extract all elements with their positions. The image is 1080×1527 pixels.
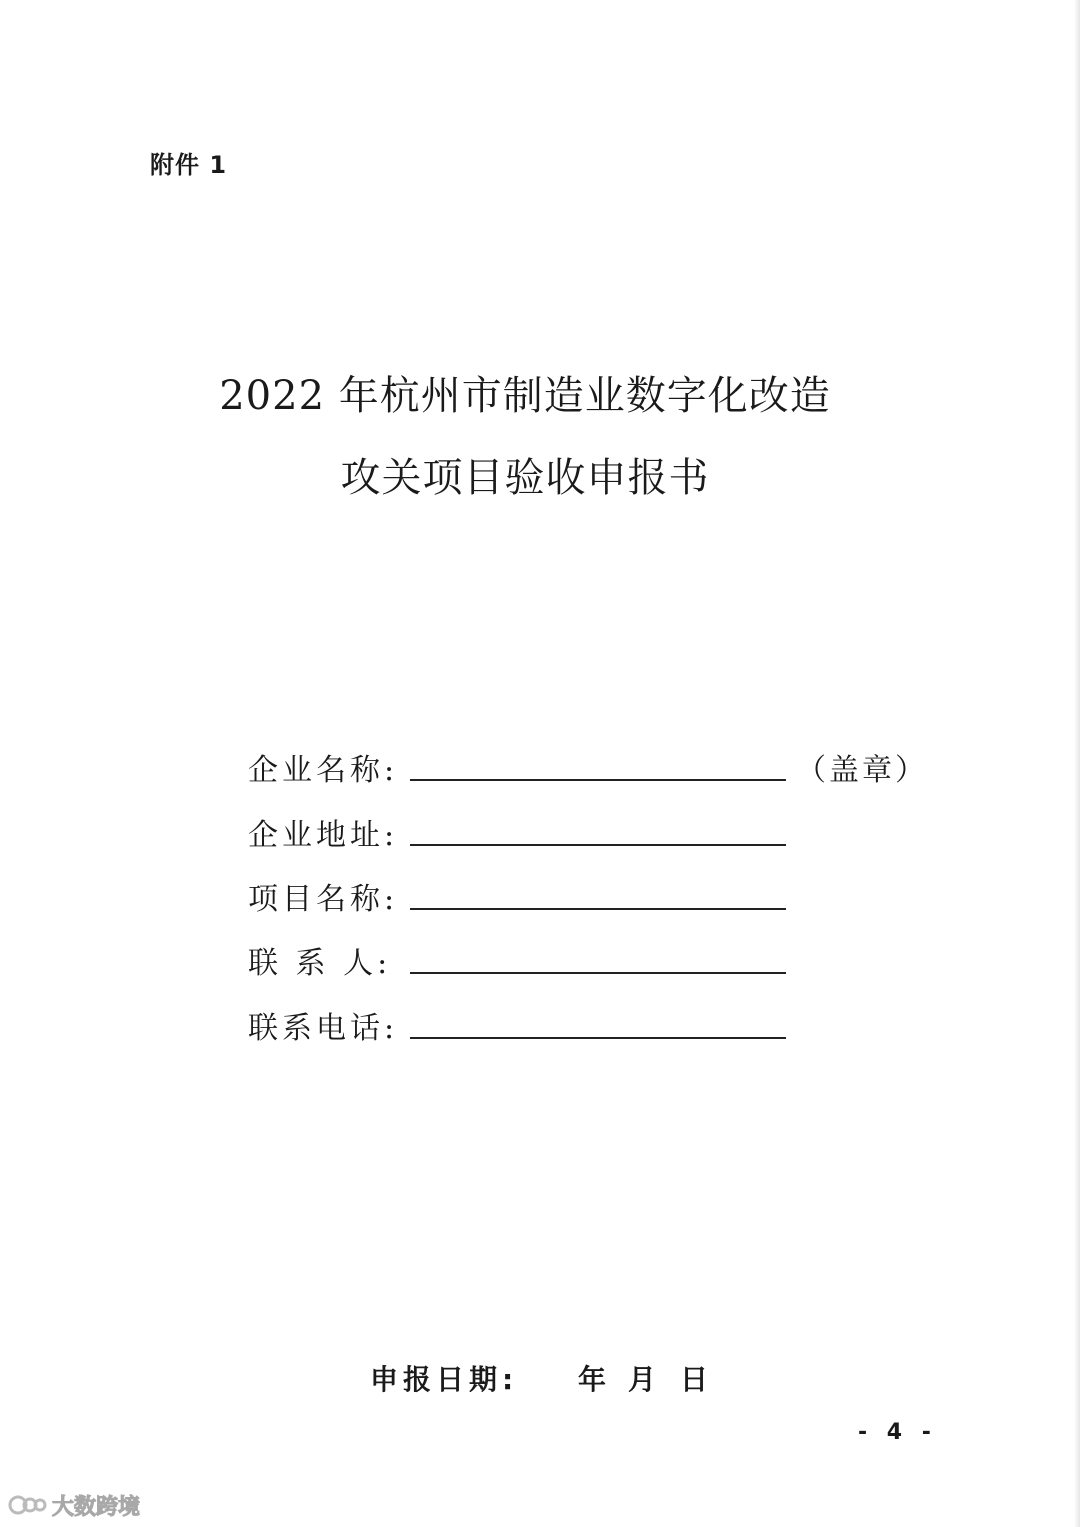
watermark [8,1490,140,1520]
document-title-line-2: 攻关项目验收申报书 [340,455,710,501]
company-name-label: 企业名称: [248,753,399,788]
contact-person-label: 联 系 人: [248,946,392,981]
date-month-unit: 月 [628,1363,657,1396]
project-name-label: 项目名称: [248,882,399,917]
company-address-blank [410,844,786,846]
date-year-unit: 年 [578,1363,607,1396]
attachment-label: 附件 1 [150,151,228,179]
company-address-label: 企业地址: [248,818,399,853]
contact-phone-label: 联系电话: [248,1011,399,1046]
watermark-text: 大数跨境 [52,1494,141,1520]
document-title-line-1: 2022 年杭州市制造业数字化改造 [219,373,831,419]
page-number: - 4 - [858,1420,937,1445]
date-day-unit: 日 [680,1363,709,1396]
page-edge-shadow [1074,0,1080,1527]
contact-person-blank [410,972,786,974]
contact-phone-blank [410,1037,786,1039]
seal-note: （盖章） [796,753,928,788]
watermark-logo-icon [8,1492,48,1518]
project-name-blank [410,908,786,910]
company-name-blank [410,779,786,781]
application-date-label: 申报日期: [370,1363,519,1396]
